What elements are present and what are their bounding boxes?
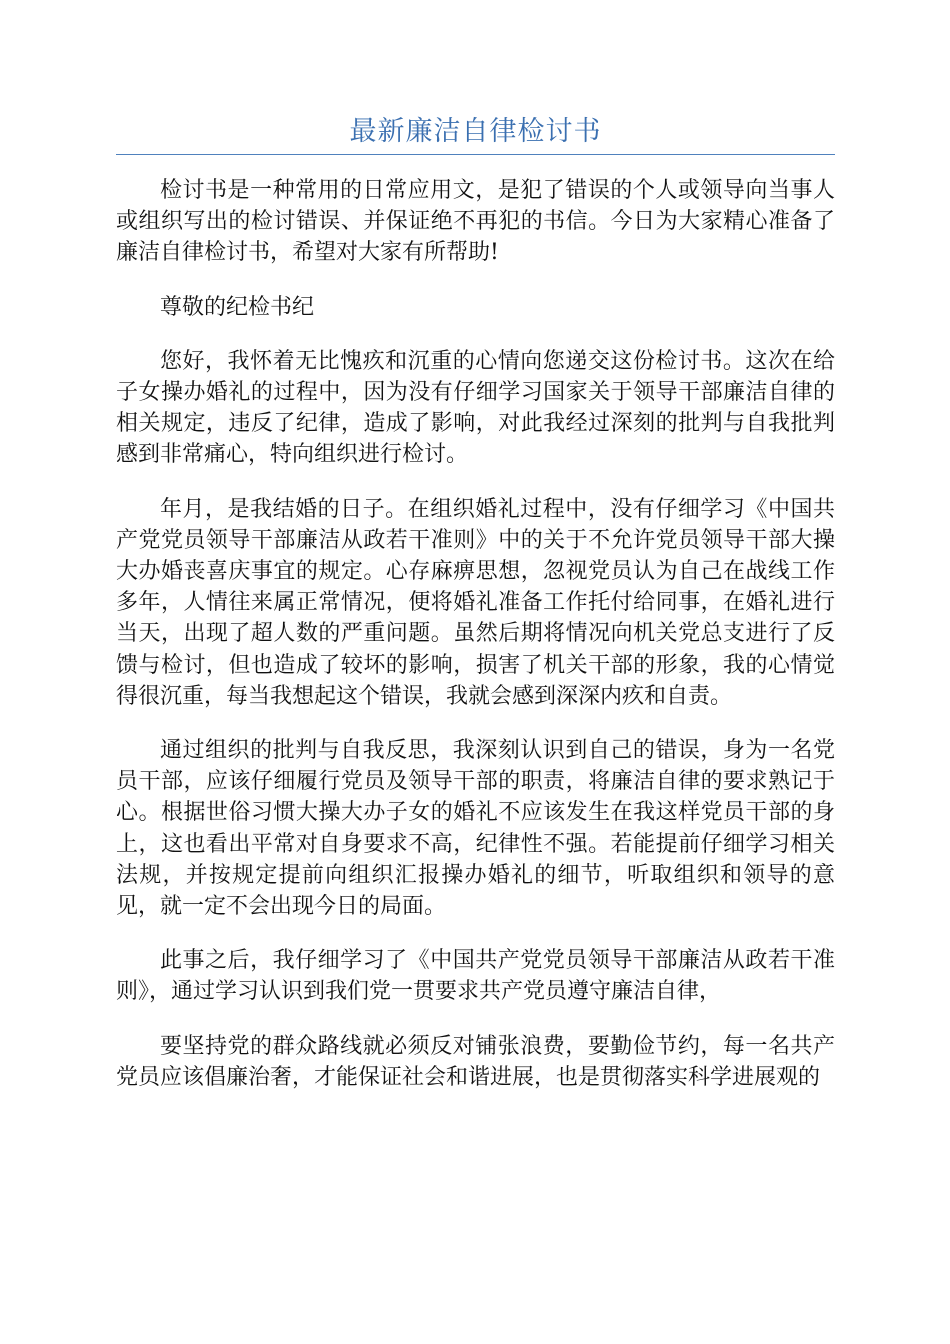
paragraph-reflection: 通过组织的批判与自我反思，我深刻认识到自己的错误，身为一名党员干部，应该仔细履行党员及领导干部的职责，将廉洁自律的要求熟记于心。根据世俗习惯大操大办子女的婚礼不应该发生在我这样党员干部的身上，这也看出平常对自身要求不高，纪律性不强。若能提前仔细学习相关法规，并按规定提前向组织汇报操办婚礼的细节，听取组织和领导的意见，就一定不会出现今日的局面。 bbox=[116, 738, 835, 920]
page-title: 最新廉洁自律检讨书 bbox=[349, 116, 602, 147]
paragraph-greeting: 您好，我怀着无比愧疚和沉重的心情向您递交这份检讨书。这次在给子女操办婚礼的过程中，因为没有仔细学习国家关于领导干部廉洁自律的相关规定，违反了纪律，造成了影响，对此我经过深刻的批判与自我批判感到非常痛心，特向组织进行检讨。 bbox=[116, 348, 835, 468]
document-body bbox=[116, 175, 835, 1116]
paragraph-salutation: 尊敬的纪检书纪 bbox=[160, 294, 315, 320]
paragraph-intro: 检讨书是一种常用的日常应用文，是犯了错误的个人或领导向当事人或组织写出的检讨错误、并保证绝不再犯的书信。今日为大家精心准备了廉洁自律检讨书，希望对大家有所帮助! bbox=[116, 178, 835, 266]
paragraph-study: 此事之后，我仔细学习了《中国共产党党员领导干部廉洁从政若干准则》，通过学习认识到我们党一贯要求共产党员遵守廉洁自律， bbox=[116, 948, 835, 1005]
paragraph-commitment: 要坚持党的群众路线就必须反对铺张浪费，要勤俭节约，每一名共产党员应该倡廉治奢，才能保证社会和谐进展，也是贯彻落实科学进展观的 bbox=[116, 1033, 835, 1090]
paragraph-incident: 年月，是我结婚的日子。在组织婚礼过程中，没有仔细学习《中国共产党党员领导干部廉洁从政若干准则》中的关于不允许党员领导干部大操大办婚丧喜庆事宜的规定。心存麻痹思想，忽视党员认为自己在战线工作多年，人情往来属正常情况，便将婚礼准备工作托付给同事，在婚礼进行当天，出现了超人数的严重问题。虽然后期将情况向机关党总支进行了反馈与检讨，但也造成了较坏的影响，损害了机关干部的形象，我的心情觉得很沉重，每当我想起这个错误，我就会感到深深内疚和自责。 bbox=[116, 496, 835, 709]
title-underline bbox=[116, 154, 835, 155]
